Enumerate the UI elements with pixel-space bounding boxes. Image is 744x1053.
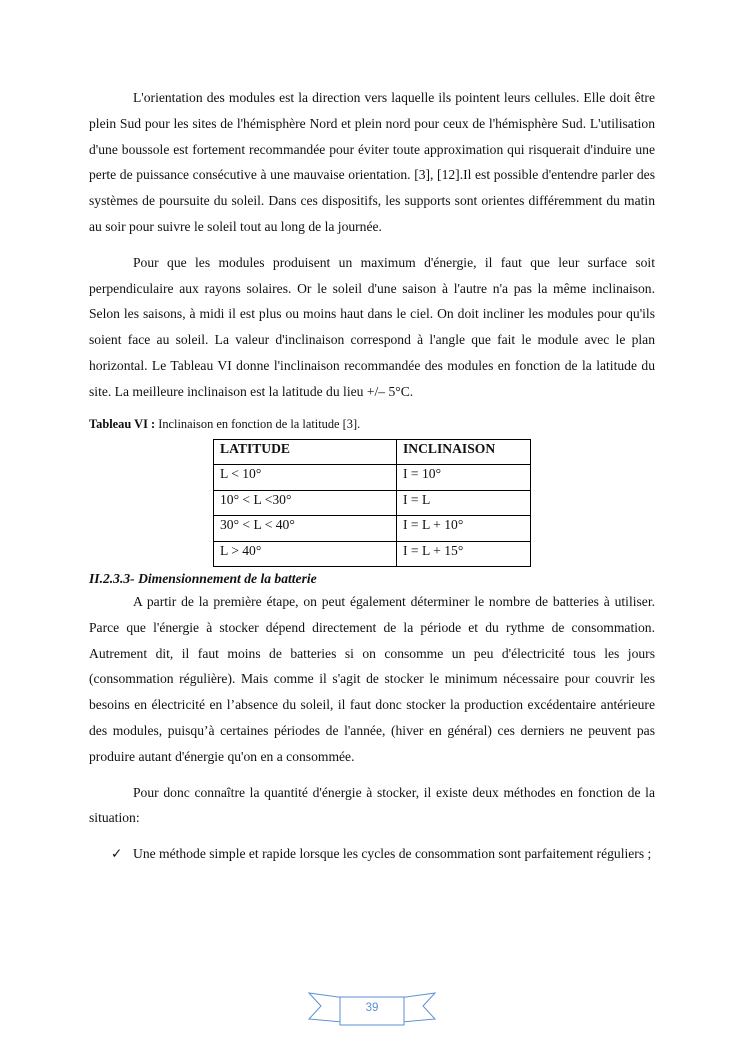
cell-latitude: 10° < L <30° (214, 490, 397, 516)
cell-latitude: L < 10° (214, 465, 397, 491)
list-item (89, 841, 655, 867)
table-row (214, 516, 531, 542)
header-inclinaison: INCLINAISON (397, 439, 531, 465)
paragraph-methodes: Pour donc connaître la quantité d'énergie à stocker, il existe deux méthodes en fonction de la situation: (89, 784, 655, 826)
table-row (214, 465, 531, 491)
section-heading: II.2.3.3- Dimensionnement de la batterie (89, 571, 317, 587)
page-number: 39 (365, 1002, 379, 1014)
cell-latitude: L > 40° (214, 541, 397, 567)
cell-inclinaison: I = L + 10° (397, 516, 531, 542)
paragraph-batterie: A partir de la première étape, on peut également déterminer le nombre de batteries à utiliser. Parce que l'énergie à stocker dépend directement de la période et du rythme de consommation. Autrement dit, il faut moins de batteries si on consomme un peu d'électricité tous les jours (consommation régulière). Mais comme il s'agit de stocker le minimum nécessaire pour couvrir les besoins en électricité en l’absence du soleil, il faut donc stocker la production excédentaire antérieure des modules, puisqu’à certaines périodes de l'année, (hiver en général) ces derniers ne peuvent pas produire autant d'énergie qu'on en a consommée. (89, 594, 655, 764)
header-latitude: LATITUDE (214, 439, 397, 465)
page-footer (307, 989, 437, 1029)
checkmark-icon: ✓ (111, 846, 123, 862)
cell-latitude: 30° < L < 40° (214, 516, 397, 542)
table-row (214, 541, 531, 567)
list-item-text: Une méthode simple et rapide lorsque les cycles de consommation sont parfaitement réguliers ; (133, 846, 652, 862)
table-caption-text: Inclinaison en fonction de la latitude [3]. (155, 416, 361, 431)
table-caption (89, 415, 655, 433)
cell-inclinaison: I = L + 15° (397, 541, 531, 567)
document-body (89, 85, 655, 867)
paragraph-orientation: L'orientation des modules est la direction vers laquelle ils pointent leurs cellules. Elle doit être plein Sud pour les sites de l'hémisphère Nord et plein nord pour ceux de l'hémisphère Sud. L'utilisation d'une boussole est fortement recommandée pour éviter toute approximation qui risquerait d'induire une perte de puissance consécutive à une mauvaise orientation. [3], [12].Il est possible d'entendre parler des systèmes de poursuite du soleil. Dans ces dispositifs, les supports sont orientes différemment du matin au soir pour suivre le soleil tout au long de la journée. (89, 90, 655, 234)
inclination-table (213, 439, 531, 568)
paragraph-inclinaison: Pour que les modules produisent un maximum d'énergie, il faut que leur surface soit perpendiculaire aux rayons solaires. Or le soleil d'une saison à l'autre n'a pas la même inclinaison. Selon les saisons, à midi il est plus ou moins haut dans le ciel. On doit incliner les modules pour qu'ils soient face au soleil. La valeur d'inclinaison correspond à l'angle que fait le module avec le plan horizontal. Le Tableau VI donne l'inclinaison recommandée des modules en fonction de la latitude du site. La meilleure inclinaison est la latitude du lieu +/– 5°C. (89, 254, 655, 399)
table-caption-label: Tableau VI : (89, 416, 156, 431)
cell-inclinaison: I = L (397, 490, 531, 516)
cell-inclinaison: I = 10° (397, 465, 531, 491)
table-header-row (214, 439, 531, 465)
table-row (214, 490, 531, 516)
